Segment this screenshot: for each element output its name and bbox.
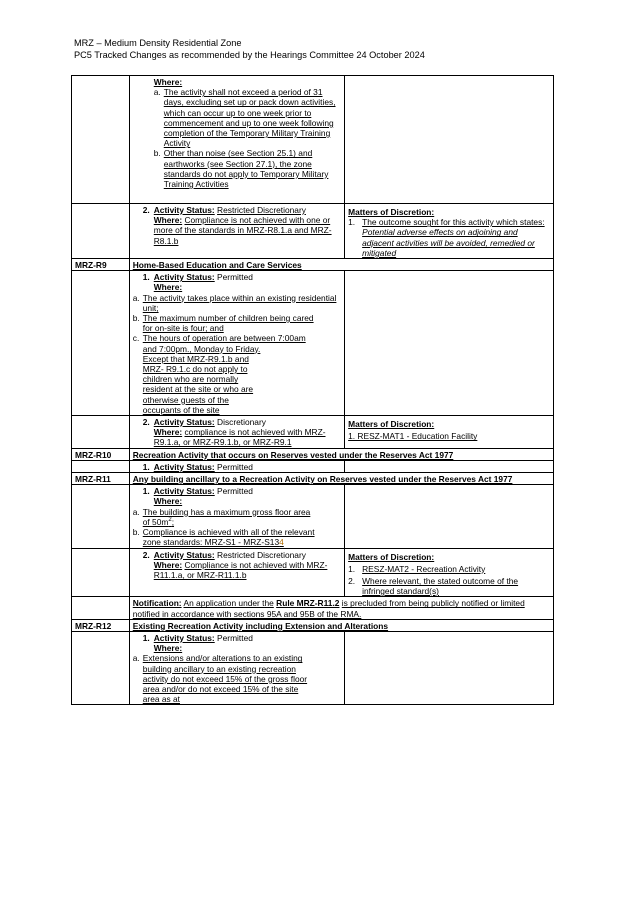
status-label: Activity Status: bbox=[153, 272, 215, 283]
matter-text: Where relevant, the stated outcome of the infringed standard(s) bbox=[362, 575, 519, 597]
list-text: Other than noise (see Section 25.1) and earthworks (see Section 27.1), the zone standards do not apply to Temporary Military Training Activities bbox=[163, 148, 329, 190]
rule-title bbox=[129, 473, 553, 485]
status-label: Activity Status: bbox=[153, 549, 215, 560]
rule-code-cell bbox=[72, 204, 130, 259]
rule-title bbox=[129, 259, 553, 271]
standard-cell bbox=[129, 416, 344, 449]
except-text: Except that MRZ-R9.1.b and MRZ- R9.1.c do not apply to children who are normally resident at the site or who are otherwise guests of the occupants of the site bbox=[142, 353, 254, 415]
activity-status-line bbox=[143, 633, 341, 643]
list-item bbox=[133, 293, 341, 313]
list-item bbox=[133, 527, 341, 547]
header-subtitle: PC5 Tracked Changes as recommended by the Hearings Committee 24 October 2024 bbox=[74, 49, 425, 60]
notification-label: Notification: bbox=[132, 598, 182, 609]
rule-code-cell bbox=[72, 76, 130, 204]
matter-item bbox=[348, 576, 550, 596]
notification-text: is precluded from being publicly notified or limited notified in accordance with sections 95A and 95B of the RMA. bbox=[132, 598, 525, 619]
table-row bbox=[72, 460, 554, 472]
standard-cell bbox=[129, 631, 344, 704]
activity-status-line bbox=[143, 462, 341, 472]
rule-title-text: Home-Based Education and Care Services bbox=[132, 260, 302, 271]
rule-code-cell bbox=[72, 271, 130, 416]
list-text: The activity shall not exceed a period of 31 days, excluding set up or pack down activities, which can occur up to one week prior to commencement and up to one week following completion of the Temporary Military Training Activity bbox=[163, 87, 336, 149]
rule-code: MRZ-R9 bbox=[72, 259, 130, 271]
list-marker: a. bbox=[132, 506, 140, 517]
list-text-end: ; bbox=[171, 516, 175, 527]
rule-code-cell bbox=[72, 485, 130, 548]
rule-code-cell bbox=[72, 597, 130, 619]
matter-number: 1. bbox=[348, 217, 356, 228]
discretion-cell bbox=[345, 460, 554, 472]
status-value: Discretionary bbox=[217, 417, 266, 428]
status-label: Activity Status: bbox=[153, 632, 215, 643]
standard-cell bbox=[129, 271, 344, 416]
status-number: 1. bbox=[142, 632, 150, 643]
where-label: Where: bbox=[153, 559, 183, 570]
where-label: Where: bbox=[153, 496, 183, 507]
list-marker: b. bbox=[132, 527, 140, 538]
rule-title bbox=[129, 448, 553, 460]
notification-rule: Rule MRZ-R11.2 bbox=[276, 598, 340, 609]
list-text: Compliance is achieved with all of the relevant zone standards: MRZ-S1 - MRZ-S13 bbox=[142, 527, 315, 548]
list-text: The hours of operation are between 7:00am and 7:00pm., Monday to Friday. bbox=[142, 333, 306, 354]
status-label: Activity Status: bbox=[153, 461, 215, 472]
rule-code: MRZ-R11 bbox=[72, 473, 130, 485]
table-row bbox=[72, 485, 554, 548]
standard-cell bbox=[129, 204, 344, 259]
notification-text: An application under the bbox=[183, 598, 274, 609]
matter-item bbox=[348, 217, 550, 258]
matter-number: 1. bbox=[348, 563, 356, 574]
list-marker: c. bbox=[132, 333, 140, 344]
page-header bbox=[74, 38, 425, 61]
table-row bbox=[72, 448, 554, 460]
header-zone-title: MRZ – Medium Density Residential Zone bbox=[74, 38, 242, 48]
table-row bbox=[72, 76, 554, 204]
table-row bbox=[72, 204, 554, 259]
matter-text: The outcome sought for this activity which states: bbox=[362, 217, 545, 228]
list-item bbox=[133, 333, 341, 353]
status-number: 1. bbox=[142, 486, 150, 497]
table-row bbox=[72, 416, 554, 449]
activity-status-line bbox=[143, 486, 341, 496]
list-item bbox=[154, 87, 341, 148]
where-label: Where: bbox=[153, 215, 183, 226]
matter-text: 1. RESZ-MAT1 - Education Facility bbox=[348, 431, 478, 442]
discretion-cell bbox=[345, 548, 554, 597]
activity-status-line bbox=[143, 550, 341, 560]
notification-cell bbox=[129, 597, 553, 619]
table-row bbox=[72, 619, 554, 631]
rule-title-text: Any building ancillary to a Recreation Activity on Reserves vested under the Reserves Act 1977 bbox=[132, 474, 513, 485]
where-block bbox=[154, 560, 341, 580]
standard-cell bbox=[129, 548, 344, 597]
rule-title-text: Recreation Activity that occurs on Reserves vested under the Reserves Act 1977 bbox=[132, 449, 454, 460]
discretion-cell bbox=[345, 485, 554, 548]
status-label: Activity Status: bbox=[153, 486, 215, 497]
table-row bbox=[72, 548, 554, 597]
where-text: Compliance is not achieved with MRZ-R11.1.a, or MRZ-R11.1.b bbox=[153, 559, 328, 580]
table-row bbox=[72, 271, 554, 416]
discretion-cell bbox=[345, 76, 554, 204]
table-row bbox=[72, 259, 554, 271]
activity-status-line bbox=[143, 205, 341, 215]
rule-title bbox=[129, 619, 553, 631]
rule-code: MRZ-R10 bbox=[72, 448, 130, 460]
status-value: Permitted bbox=[217, 461, 253, 472]
matter-item bbox=[348, 564, 550, 574]
standard-cell bbox=[129, 76, 344, 204]
status-value: Restricted Discretionary bbox=[217, 205, 306, 215]
where-block bbox=[154, 427, 341, 447]
list-marker: b. bbox=[153, 148, 161, 159]
matter-number: 2. bbox=[348, 575, 356, 586]
rules-table bbox=[71, 75, 554, 705]
list-text: Extensions and/or alterations to an existing building ancillary to an existing recreation activity do not exceed 15% of the gross floor area and/or do not exceed 15% of the site area as at bbox=[142, 653, 308, 705]
list-marker: a. bbox=[132, 292, 140, 303]
list-item bbox=[154, 148, 341, 189]
status-number: 2. bbox=[142, 549, 150, 560]
list-text: The maximum number of children being cared for on-site is four; and bbox=[142, 313, 314, 334]
rule-code-cell bbox=[72, 416, 130, 449]
where-text: Compliance is not achieved with one or more of the standards in MRZ-R8.1.a and MRZ-R8.1.b bbox=[153, 215, 332, 246]
table-row bbox=[72, 597, 554, 619]
list-item bbox=[133, 313, 341, 333]
where-label: Where: bbox=[153, 282, 183, 293]
status-value: Restricted Discretionary bbox=[217, 549, 306, 560]
rule-code-cell bbox=[72, 460, 130, 472]
where-block bbox=[154, 215, 341, 246]
status-number: 1. bbox=[142, 272, 150, 283]
status-number: 2. bbox=[142, 205, 150, 215]
status-value: Permitted bbox=[217, 486, 253, 497]
list-text: The building has a maximum gross floor area of 50m bbox=[142, 506, 311, 527]
table-row bbox=[72, 473, 554, 485]
status-number: 1. bbox=[142, 461, 150, 472]
discretion-cell bbox=[345, 416, 554, 449]
list-text: The activity takes place within an existing residential unit; bbox=[142, 292, 337, 313]
where-label: Where: bbox=[153, 643, 183, 654]
status-value: Permitted bbox=[217, 272, 253, 283]
rule-title-text: Existing Recreation Activity including Extension and Alterations bbox=[132, 620, 389, 631]
rule-code-cell bbox=[72, 631, 130, 704]
matter-text: RESZ-MAT2 - Recreation Activity bbox=[362, 563, 486, 574]
discretion-cell bbox=[345, 204, 554, 259]
status-label: Activity Status: bbox=[153, 417, 215, 428]
discretion-cell bbox=[345, 631, 554, 704]
list-marker: a. bbox=[132, 653, 140, 664]
where-label: Where: bbox=[153, 427, 183, 438]
status-value: Permitted bbox=[217, 632, 253, 643]
superscript: 2 bbox=[168, 517, 172, 524]
standard-cell bbox=[129, 460, 344, 472]
matter-quote: Potential adverse effects on adjoining and adjacent activities will be avoided, remedied or mitigated bbox=[362, 227, 535, 258]
status-label: Activity Status: bbox=[153, 205, 215, 215]
list-item bbox=[133, 653, 341, 704]
list-marker: a. bbox=[153, 87, 161, 98]
tracked-insertion: 4 bbox=[279, 537, 284, 548]
table-row bbox=[72, 631, 554, 704]
list-item bbox=[133, 507, 341, 527]
rule-code: MRZ-R12 bbox=[72, 619, 130, 631]
matters-title: Matters of Discretion: bbox=[348, 207, 435, 217]
standard-cell bbox=[129, 485, 344, 548]
where-label: Where: bbox=[153, 77, 183, 87]
list-marker: b. bbox=[132, 313, 140, 324]
where-text: compliance is not achieved with MRZ-R9.1.a, or MRZ-R9.1.b, or MRZ-R9.1 bbox=[153, 427, 326, 448]
matters-title: Matters of Discretion: bbox=[348, 551, 435, 562]
activity-status-line bbox=[143, 417, 341, 427]
activity-status-line bbox=[143, 272, 341, 282]
status-number: 2. bbox=[142, 417, 150, 428]
matters-title: Matters of Discretion: bbox=[348, 419, 435, 430]
discretion-cell bbox=[345, 271, 554, 416]
rule-code-cell bbox=[72, 548, 130, 597]
